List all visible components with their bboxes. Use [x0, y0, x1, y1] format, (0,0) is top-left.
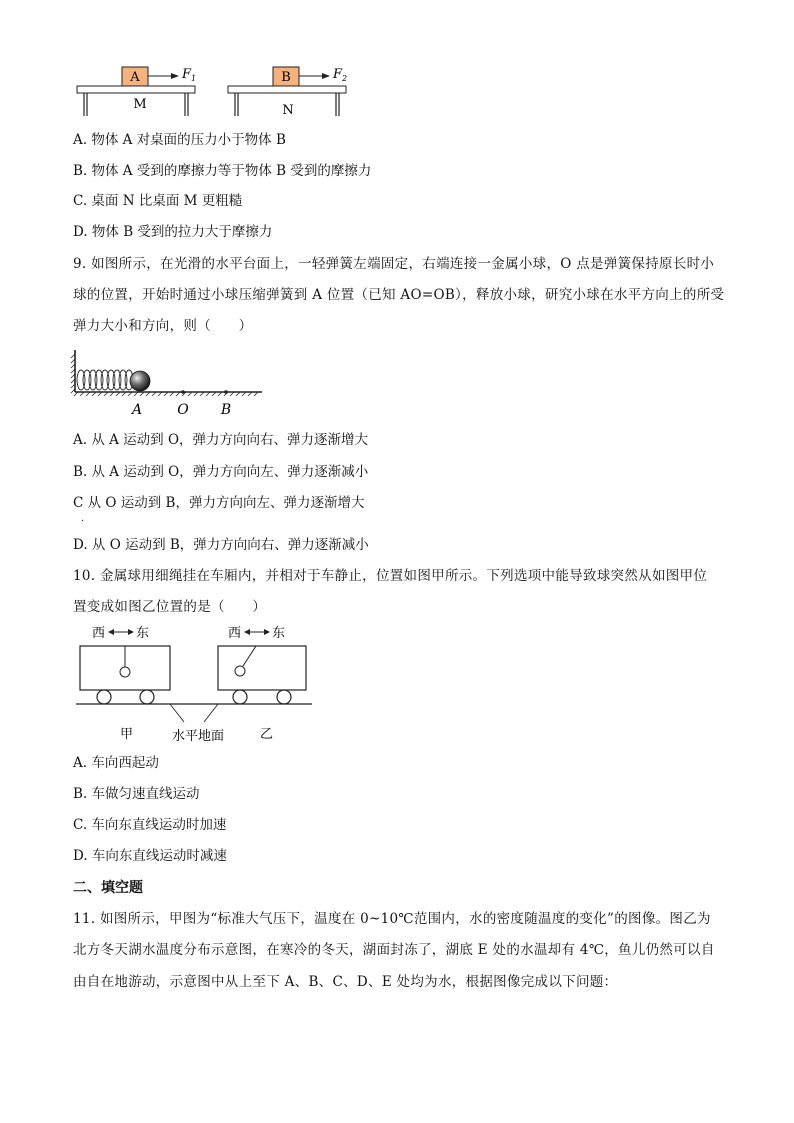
label-a: A [131, 402, 143, 418]
q8-option-d: D. 物体 B 受到的拉力大于摩擦力 [73, 224, 273, 240]
q8-option-a: A. 物体 A 对桌面的压力小于物体 B [73, 132, 286, 148]
point-b-dot [224, 390, 228, 394]
car-yi-body [218, 646, 306, 690]
table-m-label: M [133, 97, 147, 112]
q11-stem-line3: 由自在地游动，示意图中从上至下 A、B、C、D、E 处均为水，根据图像完成以下问题： [73, 974, 618, 990]
q10-stem-line1: 10. 金属球用细绳挂在车厢内，并相对于车静止，位置如图甲所示。下列选项中能导致球突然从如图甲位 [73, 568, 708, 584]
q9-option-d: D. 从 O 运动到 B，弹力方向向右、弹力逐渐减小 [73, 537, 369, 553]
q9-option-c: C 从 O 运动到 B，弹力方向向左、弹力逐渐增大 [73, 495, 365, 511]
wheel-jia-left [97, 690, 111, 704]
point-o-dot [181, 390, 185, 394]
q10-stem-line2: 置变成如图乙位置的是（ ） [73, 599, 267, 615]
q10-option-c: C. 车向东直线运动时加速 [73, 817, 227, 833]
spring [77, 370, 133, 390]
ball-yi [235, 666, 245, 676]
q9-option-a: A. 从 A 运动到 O，弹力方向向右、弹力逐渐增大 [73, 432, 369, 448]
east-label-left: 东 [136, 626, 150, 641]
q11-stem-line2: 北方冬天湖水温度分布示意图，在寒冷的冬天，湖面封冻了，湖底 E 处的水温却有 4℃，鱼儿仍然可以自 [73, 942, 715, 958]
west-label-right: 西 [228, 626, 242, 641]
q9-stem-line1: 9. 如图所示，在光滑的水平台面上，一轻弹簧左端固定，右端连接一金属小球，O 点是弹簧保持原长时小 [73, 256, 715, 272]
q10-option-b: B. 车做匀速直线运动 [73, 786, 200, 802]
label-o: O [177, 402, 189, 418]
q8-option-c: C. 桌面 N 比桌面 M 更粗糙 [73, 193, 243, 209]
label-yi: 乙 [260, 727, 274, 742]
block-a-label: A [130, 70, 140, 85]
wheel-yi-right [277, 690, 291, 704]
q9-option-b: B. 从 A 运动到 O，弹力方向向左、弹力逐渐减小 [73, 464, 369, 480]
table-m-top [77, 86, 195, 93]
east-label-right: 东 [272, 626, 286, 641]
ground-label: 水平地面 [172, 729, 225, 744]
q10-option-d: D. 车向东直线运动时减速 [73, 848, 227, 864]
q9-stem-line2: 球的位置，开始时通过小球压缩弹簧到 A 位置（已知 AO=OB），释放小球，研究小球在水平方向上的所受 [73, 287, 725, 303]
ball-jia [120, 667, 130, 677]
force-f2-label: $F_2$ [333, 67, 348, 83]
metal-ball [130, 371, 150, 391]
train-car-figure [72, 622, 322, 747]
block-b-label: B [281, 70, 291, 85]
wheel-yi-left [233, 690, 247, 704]
spring-ball-figure [70, 348, 270, 418]
stray-mark: . [81, 513, 85, 524]
wheel-jia-right [140, 690, 154, 704]
q11-stem-line1: 11. 如图所示，甲图为“标准大气压下，温度在 0~10℃范围内，水的密度随温度的变化”的图像。图乙为 [73, 911, 711, 927]
label-jia: 甲 [120, 727, 134, 742]
q9-stem-line3: 弹力大小和方向，则（ ） [73, 318, 253, 334]
table-n-top [228, 86, 346, 93]
q10-option-a: A. 车向西起动 [73, 755, 159, 771]
label-b: B [220, 402, 232, 418]
force-f1-label: $F_1$ [182, 67, 197, 83]
q8-option-b: B. 物体 A 受到的摩擦力等于物体 B 受到的摩擦力 [73, 163, 372, 179]
table-n-label: N [282, 103, 294, 118]
section-heading: 二、填空题 [73, 880, 143, 896]
west-label-left: 西 [92, 626, 106, 641]
blocks-on-tables-figure [70, 58, 370, 118]
